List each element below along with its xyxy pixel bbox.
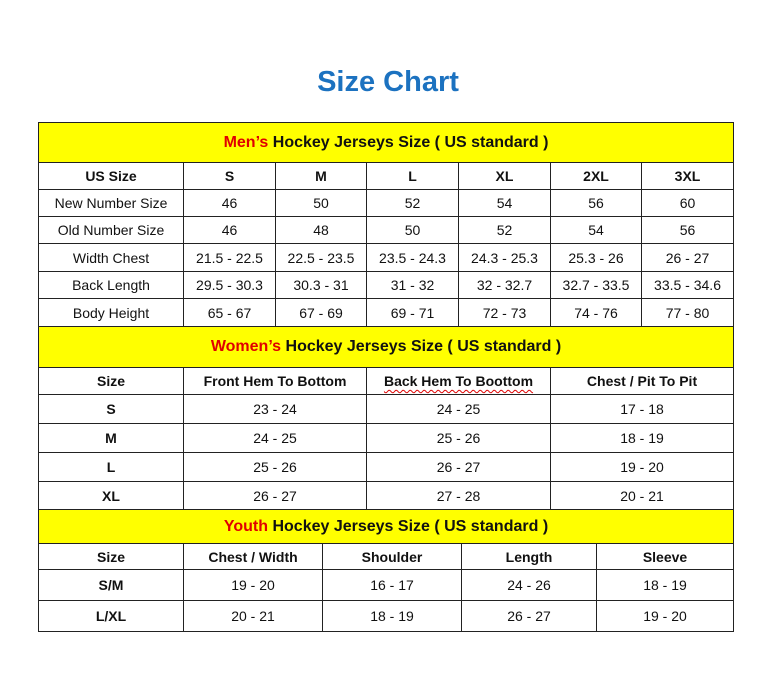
mens-heading-text: Hockey Jerseys Size ( US standard ) (268, 133, 549, 151)
mens-heading-highlight: Men’s (223, 133, 269, 151)
table-cell: 54 (459, 190, 551, 217)
table-cell: 29.5 - 30.3 (184, 272, 276, 299)
mens-heading (39, 123, 734, 163)
table-cell: 25 - 26 (367, 424, 551, 453)
table-cell: 32.7 - 33.5 (551, 272, 642, 299)
table-cell: 26 - 27 (462, 601, 597, 632)
mens-header-row (39, 163, 734, 190)
table-cell: 56 (551, 190, 642, 217)
table-cell: 23 - 24 (184, 395, 367, 424)
youth-heading (39, 510, 734, 544)
table-cell: 20 - 21 (551, 482, 734, 510)
table-row (39, 482, 734, 510)
column-header: S (184, 163, 276, 190)
table-row (39, 272, 734, 299)
table-cell: 50 (276, 190, 367, 217)
column-header: XL (459, 163, 551, 190)
table-cell: 69 - 71 (367, 299, 459, 327)
table-cell: New Number Size (39, 190, 184, 217)
table-cell: 48 (276, 217, 367, 244)
table-cell: L/XL (39, 601, 184, 632)
column-header: M (276, 163, 367, 190)
table-cell: 54 (551, 217, 642, 244)
table-cell: 19 - 20 (597, 601, 734, 632)
table-cell: S (39, 395, 184, 424)
table-cell: 26 - 27 (184, 482, 367, 510)
table-cell: 18 - 19 (323, 601, 462, 632)
table-cell: L (39, 453, 184, 482)
column-header: 2XL (551, 163, 642, 190)
table-cell: 50 (367, 217, 459, 244)
column-header: Sleeve (597, 544, 734, 570)
table-cell: 24 - 25 (367, 395, 551, 424)
table-row (39, 601, 734, 632)
table-cell: 17 - 18 (551, 395, 734, 424)
column-header: 3XL (642, 163, 734, 190)
table-cell: S/M (39, 570, 184, 601)
youth-size-table (38, 509, 734, 632)
table-cell: 52 (459, 217, 551, 244)
table-cell: 23.5 - 24.3 (367, 244, 459, 272)
table-cell: Width Chest (39, 244, 184, 272)
table-cell: 30.3 - 31 (276, 272, 367, 299)
table-cell: 60 (642, 190, 734, 217)
table-cell: 26 - 27 (367, 453, 551, 482)
table-cell: 24 - 26 (462, 570, 597, 601)
column-header: Chest / Pit To Pit (551, 368, 734, 395)
table-cell: 67 - 69 (276, 299, 367, 327)
table-cell: 18 - 19 (551, 424, 734, 453)
table-cell: 25 - 26 (184, 453, 367, 482)
table-cell: 19 - 20 (551, 453, 734, 482)
table-cell: 25.3 - 26 (551, 244, 642, 272)
table-cell: 46 (184, 217, 276, 244)
column-header: Size (39, 368, 184, 395)
table-row (39, 190, 734, 217)
table-cell: 24.3 - 25.3 (459, 244, 551, 272)
table-cell: 18 - 19 (597, 570, 734, 601)
table-cell: 46 (184, 190, 276, 217)
table-cell: 24 - 25 (184, 424, 367, 453)
table-cell: 26 - 27 (642, 244, 734, 272)
table-cell: XL (39, 482, 184, 510)
table-cell: 19 - 20 (184, 570, 323, 601)
column-header: Size (39, 544, 184, 570)
youth-heading-highlight: Youth (223, 517, 269, 535)
mens-size-table (38, 122, 734, 327)
column-header: Length (462, 544, 597, 570)
table-cell: 77 - 80 (642, 299, 734, 327)
table-cell: M (39, 424, 184, 453)
table-row (39, 570, 734, 601)
table-cell: Body Height (39, 299, 184, 327)
column-header: US Size (39, 163, 184, 190)
column-header (367, 368, 551, 395)
table-row (39, 244, 734, 272)
column-header: Chest / Width (184, 544, 323, 570)
table-cell: 16 - 17 (323, 570, 462, 601)
womens-heading-highlight: Women’s (210, 338, 282, 355)
youth-heading-text: Hockey Jerseys Size ( US standard ) (268, 517, 549, 535)
table-row (39, 395, 734, 424)
column-header: Shoulder (323, 544, 462, 570)
table-cell: 72 - 73 (459, 299, 551, 327)
table-row (39, 217, 734, 244)
womens-header-row (39, 368, 734, 395)
table-cell: 27 - 28 (367, 482, 551, 510)
table-cell: 65 - 67 (184, 299, 276, 327)
table-cell: 20 - 21 (184, 601, 323, 632)
table-row (39, 299, 734, 327)
table-cell: Back Length (39, 272, 184, 299)
table-cell: 74 - 76 (551, 299, 642, 327)
womens-heading-text: Hockey Jerseys Size ( US standard ) (281, 338, 562, 355)
column-header: L (367, 163, 459, 190)
table-row (39, 424, 734, 453)
table-cell: Old Number Size (39, 217, 184, 244)
table-cell: 31 - 32 (367, 272, 459, 299)
column-header: Front Hem To Bottom (184, 368, 367, 395)
column-header-text: Back Hem To Boottom (383, 373, 534, 389)
table-cell: 22.5 - 23.5 (276, 244, 367, 272)
womens-heading (39, 327, 734, 368)
page-title: Size Chart (317, 66, 459, 98)
table-cell: 21.5 - 22.5 (184, 244, 276, 272)
table-row (39, 453, 734, 482)
womens-size-table (38, 326, 734, 510)
table-cell: 56 (642, 217, 734, 244)
table-cell: 33.5 - 34.6 (642, 272, 734, 299)
youth-header-row (39, 544, 734, 570)
table-cell: 52 (367, 190, 459, 217)
table-cell: 32 - 32.7 (459, 272, 551, 299)
